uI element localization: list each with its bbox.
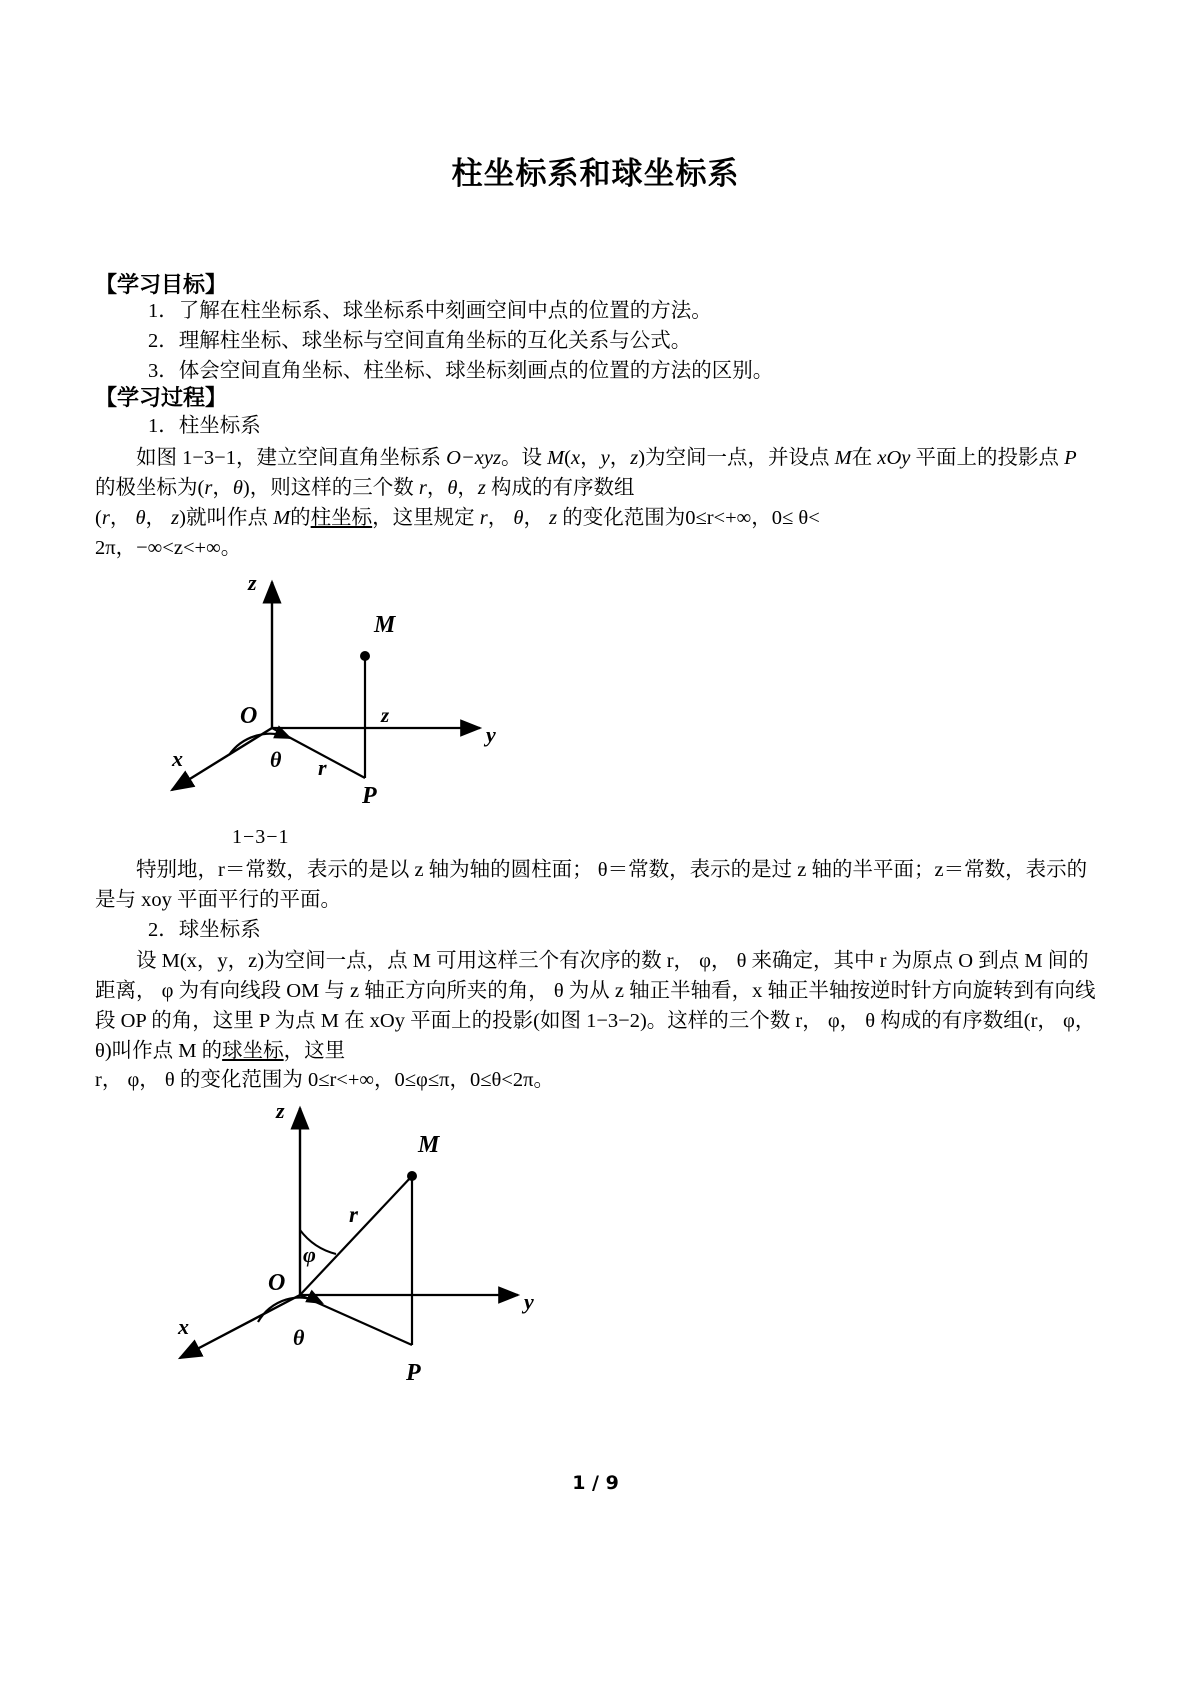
text-run: 的变化范围为 bbox=[557, 507, 686, 529]
label-radius-r: r bbox=[318, 755, 327, 780]
label-y-axis: y bbox=[524, 1289, 534, 1314]
math-theta: θ bbox=[232, 477, 243, 499]
text-run: ( bbox=[564, 447, 571, 469]
label-angle-phi: φ bbox=[303, 1242, 316, 1267]
text-run: 。设 bbox=[500, 447, 548, 469]
text-run: 的 bbox=[290, 507, 311, 529]
point-M-marker bbox=[407, 1171, 417, 1181]
text-run: )，则这样的三个数 bbox=[242, 477, 419, 499]
process-heading: 【学习过程】 bbox=[95, 386, 228, 411]
text-run: 特别地，r＝常数，表示的是以 z 轴为轴的圆柱面； θ＝常数，表示的是过 z 轴的半平面；z＝常数，表示的是与 xoy 平面平行的平面。 bbox=[95, 859, 1088, 911]
text-run: )就叫作点 bbox=[179, 507, 274, 529]
special-note-paragraph bbox=[95, 855, 1100, 915]
label-angle-theta: θ bbox=[270, 747, 282, 772]
cylindrical-term-paragraph: (r， θ， z)就叫作点 M的柱坐标，这里规定 r， θ， z 的变化范围为0≤r<+∞，0≤ θ< bbox=[95, 507, 820, 529]
label-point-P: P bbox=[406, 1360, 421, 1386]
x-axis-line bbox=[172, 728, 272, 790]
cylindrical-coordinate-term: 柱坐标 bbox=[310, 507, 373, 529]
objectives-heading: 【学习目标】 bbox=[95, 273, 228, 298]
cylindrical-definition-paragraph bbox=[95, 443, 1100, 503]
page-footer: 1 / 9 bbox=[572, 1472, 619, 1494]
label-x-axis: x bbox=[178, 1314, 189, 1339]
subsection-heading-cylindrical: 1．柱坐标系 bbox=[148, 415, 261, 437]
math-z-3: z bbox=[171, 507, 180, 529]
text-run: 平面上的投影点 bbox=[910, 447, 1065, 469]
math-M-3: M bbox=[273, 507, 291, 529]
text-run: ， bbox=[426, 477, 448, 499]
text-run: ， bbox=[580, 447, 601, 469]
math-theta-3: θ bbox=[135, 507, 146, 529]
text-run: 设 M(x，y，z)为空间一点，点 M 可用这样三个有次序的数 r， φ， θ 来确定，其中 r 为原点 O 到点 M 间的距离， φ 为有向线段 OM 与 z 轴正方向所夹的角， θ 为从 z 轴正半轴看，x 轴正半轴按逆时针方向旋转到有向线段 OP 的角，这里 P 为点 M 在 xOy 平面上的投影(如图 1−3−2)。这样的三个数 r， φ， θ 构成的有序数组(r， φ， θ)叫作点 M 的 bbox=[95, 950, 1096, 1062]
label-height-z: z bbox=[381, 703, 390, 727]
cylindrical-diagram-svg bbox=[150, 560, 570, 830]
text-run: ( bbox=[95, 507, 102, 529]
cylindrical-range-tail bbox=[95, 533, 1100, 563]
label-origin-O: O bbox=[268, 1270, 286, 1296]
math-xOy: xOy bbox=[877, 447, 911, 469]
spherical-coordinate-term: 球坐标 bbox=[222, 1040, 284, 1062]
label-point-P: P bbox=[362, 783, 377, 809]
text-run: ， bbox=[609, 447, 631, 469]
label-point-M: M bbox=[374, 612, 396, 638]
range-r: 0≤r<+∞ bbox=[685, 507, 752, 529]
objective-item: 2．理解柱坐标、球坐标与空间直角坐标的互化关系与公式。 bbox=[148, 330, 692, 352]
text-run: )为空间一点，并设点 bbox=[638, 447, 835, 469]
math-theta-4: θ bbox=[513, 507, 524, 529]
text-run: 的极坐标为( bbox=[95, 477, 205, 499]
figure-cylindrical-diagram bbox=[150, 560, 570, 835]
spherical-diagram-svg bbox=[150, 1090, 590, 1400]
label-angle-theta: θ bbox=[293, 1325, 305, 1350]
objective-item: 3．体会空间直角坐标、柱坐标、球坐标刻画点的位置的方法的区别。 bbox=[148, 360, 774, 382]
text-run: 。 bbox=[220, 537, 242, 559]
math-P: P bbox=[1064, 447, 1077, 469]
math-M-2: M bbox=[834, 447, 852, 469]
math-z-4: z bbox=[549, 507, 558, 529]
math-y: y bbox=[600, 447, 610, 469]
text-run: 在 bbox=[851, 447, 878, 469]
math-r-4: r bbox=[479, 507, 488, 529]
math-theta-2: θ bbox=[447, 477, 458, 499]
objective-item: 1．了解在柱坐标系、球坐标系中刻画空间中点的位置的方法。 bbox=[148, 300, 712, 322]
point-M-marker bbox=[360, 651, 370, 661]
range-theta-tail: 2π， bbox=[95, 537, 137, 559]
label-z-axis: z bbox=[248, 570, 257, 595]
figure-spherical-diagram bbox=[150, 1090, 590, 1405]
label-y-axis: y bbox=[486, 722, 496, 747]
math-x: x bbox=[570, 447, 581, 469]
figure-caption-1-3-1: 1−3−1 bbox=[232, 826, 290, 848]
math-M: M bbox=[547, 447, 565, 469]
label-x-axis: x bbox=[172, 746, 183, 771]
spherical-definition-paragraph bbox=[95, 946, 1100, 1066]
text-run: ，这里规定 bbox=[372, 507, 480, 529]
text-run: 如图 1−3−1，建立空间直角坐标系 bbox=[136, 447, 447, 469]
math-z-2: z bbox=[477, 477, 486, 499]
label-origin-O: O bbox=[240, 703, 258, 729]
math-O-xyz: O−xyz bbox=[446, 447, 501, 469]
text-run: ， bbox=[212, 477, 233, 499]
text-run: ， bbox=[457, 477, 478, 499]
page-title: 柱坐标系和球坐标系 bbox=[451, 156, 740, 192]
range-z: −∞<z<+∞ bbox=[136, 537, 221, 559]
math-r-3: r bbox=[101, 507, 110, 529]
label-z-axis: z bbox=[276, 1098, 285, 1123]
x-axis-line bbox=[180, 1295, 300, 1358]
text-run: ，这里 bbox=[283, 1040, 346, 1062]
objectives-list bbox=[148, 296, 773, 386]
segment-OP bbox=[300, 1295, 412, 1345]
math-z: z bbox=[630, 447, 639, 469]
text-run: r， φ， θ 的变化范围为 0≤r<+∞，0≤φ≤π，0≤θ<2π。 bbox=[95, 1069, 554, 1091]
range-theta-part: 0≤ θ< bbox=[771, 507, 820, 529]
math-r: r bbox=[204, 477, 213, 499]
segment-OM bbox=[300, 1176, 412, 1295]
subsection-heading-spherical: 2．球坐标系 bbox=[148, 919, 261, 941]
label-point-M: M bbox=[418, 1132, 440, 1158]
text-run: 构成的有序数组 bbox=[485, 477, 635, 499]
math-r-2: r bbox=[418, 477, 427, 499]
label-radius-r: r bbox=[349, 1202, 358, 1227]
